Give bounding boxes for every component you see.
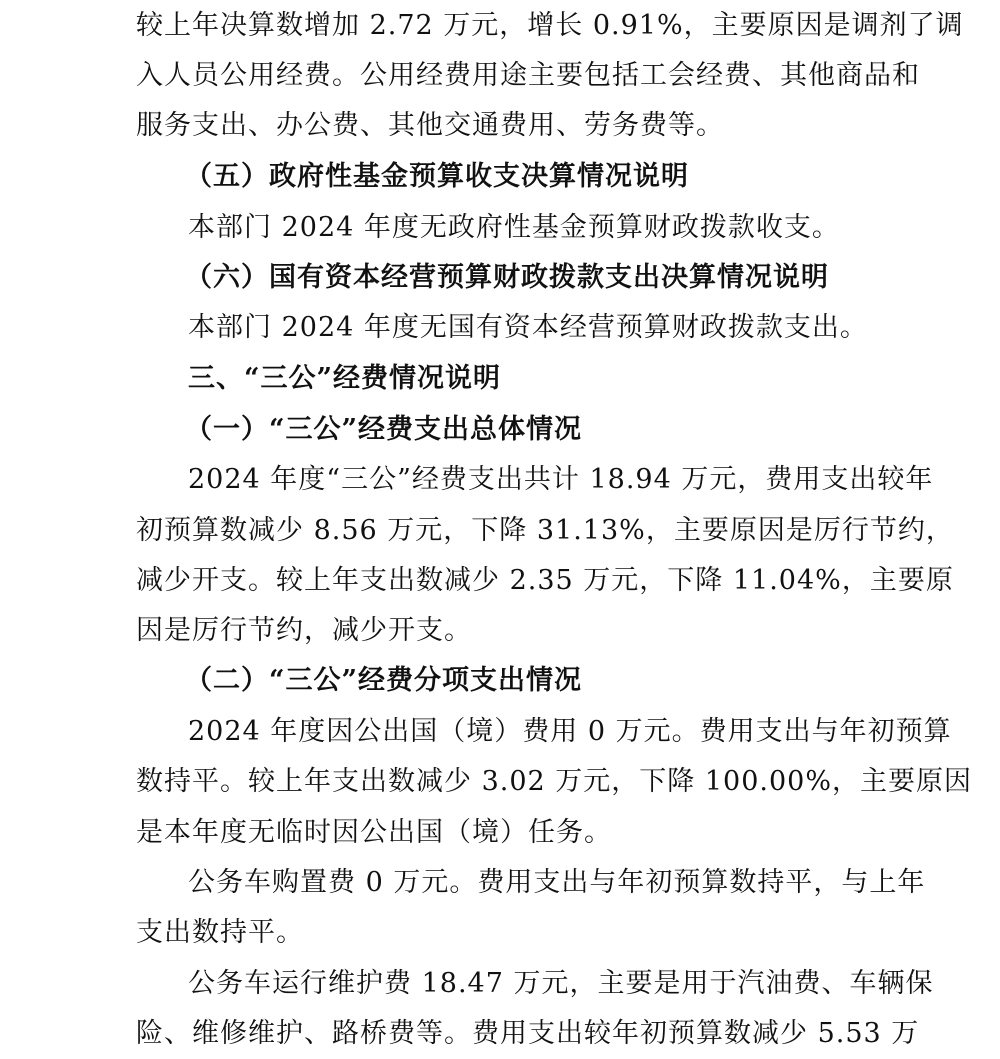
paragraph-line: 支出数持平。 — [136, 917, 304, 948]
section-heading: （一）“三公”经费支出总体情况 — [185, 414, 583, 445]
paragraph-line: 险、维修维护、路桥费等。费用支出较年初预算数减少 5.53 万 — [136, 1018, 920, 1049]
paragraph-line: 2024 年度因公出国（境）费用 0 万元。费用支出与年初预算 — [188, 716, 952, 747]
paragraph-line: 2024 年度“三公”经费支出共计 18.94 万元，费用支出较年 — [188, 464, 934, 495]
section-heading: （二）“三公”经费分项支出情况 — [185, 665, 583, 696]
paragraph-line: 较上年决算数增加 2.72 万元，增长 0.91%，主要原因是调剂了调 — [136, 10, 964, 41]
chapter-heading: 三、“三公”经费情况说明 — [188, 363, 502, 394]
paragraph-line: 服务支出、办公费、其他交通费用、劳务费等。 — [136, 110, 724, 141]
paragraph-line: 本部门 2024 年度无政府性基金预算财政拨款收支。 — [188, 212, 840, 243]
paragraph-line: 初预算数减少 8.56 万元，下降 31.13%，主要原因是厉行节约， — [136, 515, 954, 546]
section-heading: （五）政府性基金预算收支决算情况说明 — [185, 161, 689, 192]
paragraph-line: 本部门 2024 年度无国有资本经营预算财政拨款支出。 — [188, 312, 868, 343]
paragraph-line: 因是厉行节约，减少开支。 — [136, 615, 472, 646]
paragraph-line: 是本年度无临时因公出国（境）任务。 — [136, 817, 612, 848]
paragraph-line: 公务车运行维护费 18.47 万元，主要是用于汽油费、车辆保 — [188, 968, 934, 999]
paragraph-line: 公务车购置费 0 万元。费用支出与年初预算数持平，与上年 — [188, 867, 926, 898]
section-heading: （六）国有资本经营预算财政拨款支出决算情况说明 — [185, 262, 829, 293]
paragraph-line: 入人员公用经费。公用经费用途主要包括工会经费、其他商品和 — [136, 60, 920, 91]
paragraph-line: 数持平。较上年支出数减少 3.02 万元，下降 100.00%，主要原因 — [136, 766, 972, 797]
paragraph-line: 减少开支。较上年支出数减少 2.35 万元，下降 11.04%，主要原 — [136, 565, 954, 596]
